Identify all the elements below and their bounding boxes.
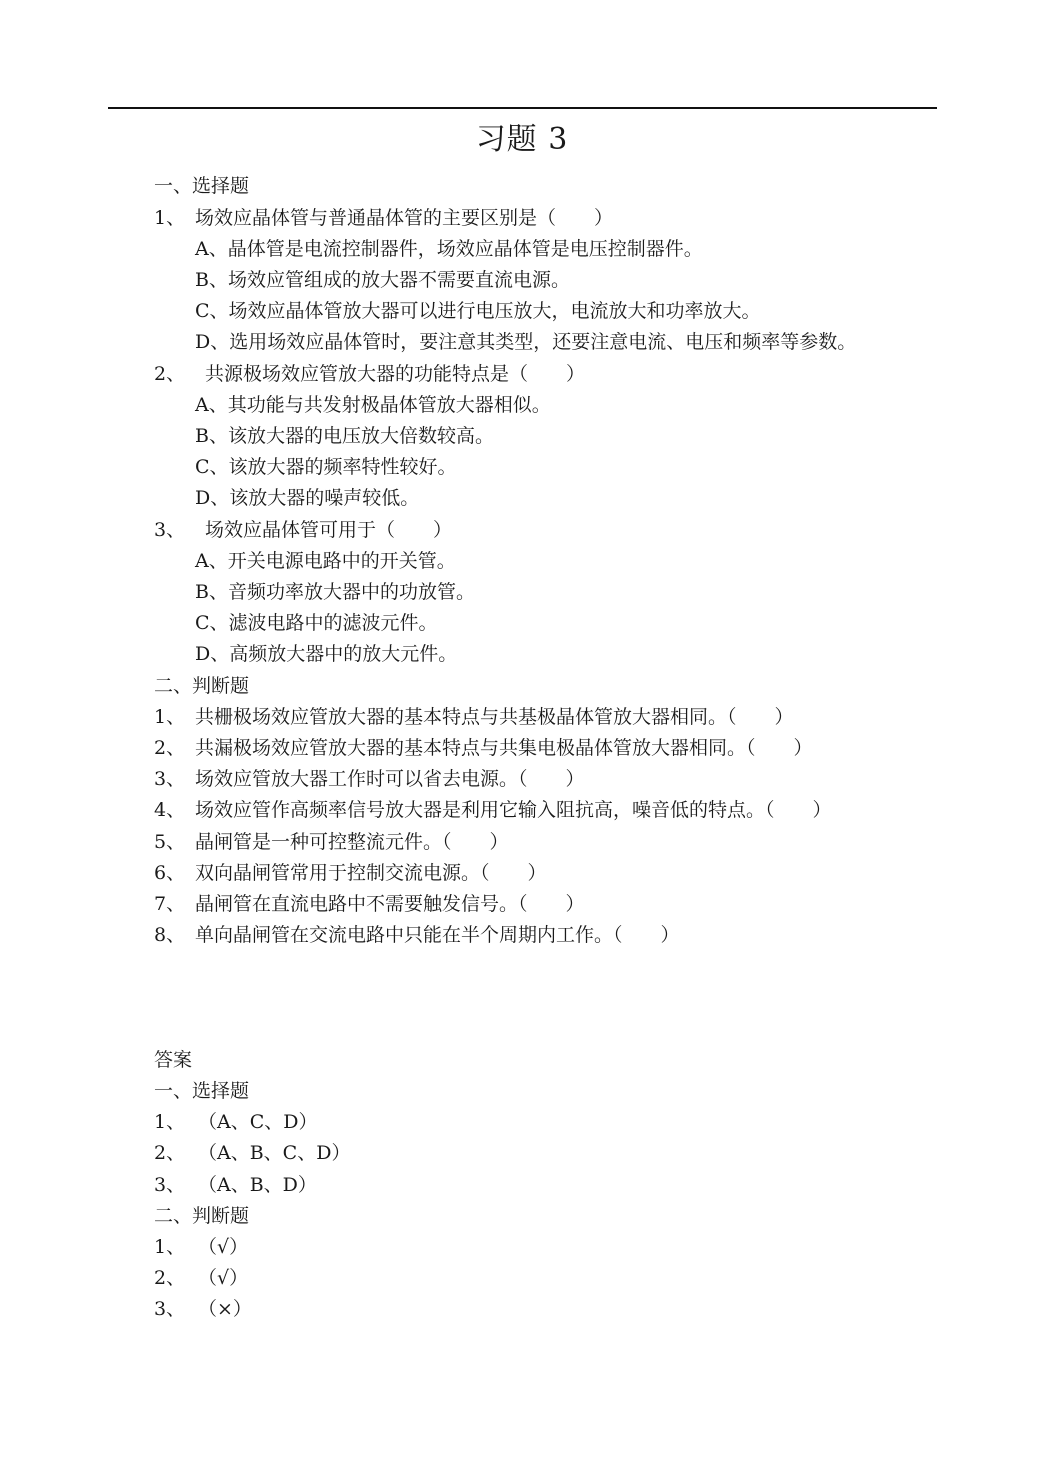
answer-number: 2、 bbox=[154, 1267, 186, 1289]
answer-number: 1、 bbox=[154, 1111, 186, 1133]
answers-section-heading-judgement: 二、判断题 bbox=[154, 1205, 250, 1227]
section-heading-choice: 一、选择题 bbox=[154, 175, 250, 197]
item-text: 双向晶闸管常用于控制交流电源。（ ） bbox=[195, 862, 547, 884]
item-number: 1、 bbox=[154, 706, 186, 728]
item-text: 单向晶闸管在交流电路中只能在半个周期内工作。（ ） bbox=[195, 924, 680, 946]
item-text: 晶闸管在直流电路中不需要触发信号。（ ） bbox=[195, 893, 585, 915]
item-text: 场效应管作高频率信号放大器是利用它输入阻抗高，噪音低的特点。（ ） bbox=[195, 799, 832, 821]
answer-number: 3、 bbox=[154, 1174, 186, 1196]
answer-text: （√） bbox=[198, 1236, 249, 1258]
option-a: A、晶体管是电流控制器件，场效应晶体管是电压控制器件。 bbox=[195, 238, 703, 260]
item-number: 2、 bbox=[154, 737, 186, 759]
option-c: C、该放大器的频率特性较好。 bbox=[195, 456, 457, 478]
answers-section-heading-choice: 一、选择题 bbox=[154, 1080, 250, 1102]
page-title: 习题 3 bbox=[475, 122, 569, 157]
item-number: 3、 bbox=[154, 768, 186, 790]
question-number: 2、 bbox=[154, 363, 186, 385]
item-number: 4、 bbox=[154, 799, 186, 821]
option-b: B、场效应管组成的放大器不需要直流电源。 bbox=[195, 269, 570, 291]
answer-text: （A、C、D） bbox=[198, 1111, 318, 1133]
question-text: 场效应晶体管可用于（ ） bbox=[205, 519, 453, 541]
option-d: D、高频放大器中的放大元件。 bbox=[195, 643, 458, 665]
question-number: 3、 bbox=[154, 519, 186, 541]
option-d: D、该放大器的噪声较低。 bbox=[195, 487, 420, 509]
item-text: 晶闸管是一种可控整流元件。（ ） bbox=[195, 831, 509, 853]
item-number: 5、 bbox=[154, 831, 186, 853]
answer-text: （A、B、C、D） bbox=[198, 1142, 351, 1164]
section-heading-judgement: 二、判断题 bbox=[154, 675, 250, 697]
header-rule bbox=[108, 107, 937, 109]
item-number: 7、 bbox=[154, 893, 186, 915]
answers-heading: 答案 bbox=[154, 1049, 193, 1071]
answer-text: （A、B、D） bbox=[198, 1174, 317, 1196]
item-number: 6、 bbox=[154, 862, 186, 884]
item-number: 8、 bbox=[154, 924, 186, 946]
answer-number: 3、 bbox=[154, 1298, 186, 1320]
item-text: 共栅极场效应管放大器的基本特点与共基极晶体管放大器相同。（ ） bbox=[195, 706, 794, 728]
option-a: A、其功能与共发射极晶体管放大器相似。 bbox=[195, 394, 551, 416]
question-text: 共源极场效应管放大器的功能特点是（ ） bbox=[205, 363, 586, 385]
question-text: 场效应晶体管与普通晶体管的主要区别是（ ） bbox=[195, 207, 614, 229]
option-b: B、音频功率放大器中的功放管。 bbox=[195, 581, 475, 603]
option-c: C、滤波电路中的滤波元件。 bbox=[195, 612, 438, 634]
answer-text: （×） bbox=[198, 1298, 252, 1320]
option-c: C、场效应晶体管放大器可以进行电压放大，电流放大和功率放大。 bbox=[195, 300, 761, 322]
option-b: B、该放大器的电压放大倍数较高。 bbox=[195, 425, 494, 447]
answer-text: （√） bbox=[198, 1267, 249, 1289]
item-text: 共漏极场效应管放大器的基本特点与共集电极晶体管放大器相同。（ ） bbox=[195, 737, 813, 759]
answer-number: 2、 bbox=[154, 1142, 186, 1164]
question-number: 1、 bbox=[154, 207, 186, 229]
answer-number: 1、 bbox=[154, 1236, 186, 1258]
option-a: A、开关电源电路中的开关管。 bbox=[195, 550, 456, 572]
option-d: D、选用场效应晶体管时，要注意其类型，还要注意电流、电压和频率等参数。 bbox=[195, 331, 857, 353]
item-text: 场效应管放大器工作时可以省去电源。（ ） bbox=[195, 768, 585, 790]
